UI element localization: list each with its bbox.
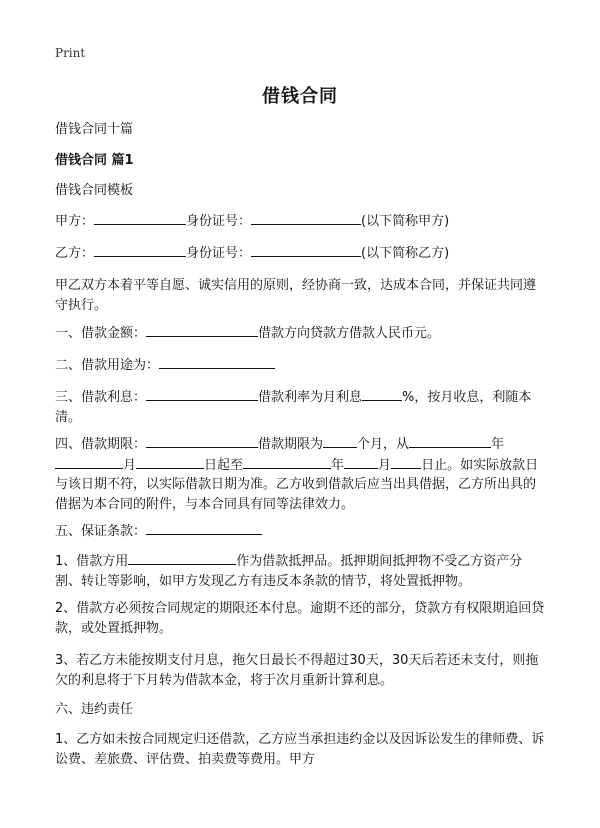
clause-6-heading: 六、违约责任 (55, 702, 134, 717)
loan-term-blank[interactable] (146, 434, 258, 448)
template-label: 借钱合同模板 (55, 183, 134, 198)
clause-4-month-2: 月 (378, 457, 392, 473)
clause-4 (55, 434, 547, 514)
clause-4-text-3: 如实际放款日与该日期不符，以实际借款日期为准。乙方收到借款后应当出具借据，乙方所出具的借据为本合同的附件，与本合同具有同等法律效力。 (55, 457, 539, 512)
loan-amount-blank[interactable] (146, 323, 258, 337)
months-blank[interactable] (323, 434, 357, 448)
start-month-blank[interactable] (55, 455, 123, 469)
start-day-blank[interactable] (136, 455, 204, 469)
party-a-id-label: 身份证号： (186, 214, 252, 229)
party-b-label: 乙方： (55, 246, 95, 261)
page-title: 借钱合同 (262, 86, 338, 107)
clause-4-day-end: 日止。 (421, 457, 461, 473)
guarantee-item-2: 2、借款方必须按合同规定的期限还本付息。逾期不还的部分，贷款方有权限期追回贷款，或处置抵押物。 (55, 601, 545, 636)
clause-1-label: 一、借款金额： (55, 326, 147, 341)
end-day-blank[interactable] (391, 455, 421, 469)
clause-5-label: 五、保证条款： (55, 524, 147, 539)
clause-4-text-2: 个月，从 (357, 437, 410, 452)
interest-blank[interactable] (146, 387, 258, 401)
clause-5 (55, 521, 547, 541)
print-link[interactable]: Print (55, 46, 86, 60)
guarantee-1-text-2: 作为借款抵押品。抵押期间抵押物不受乙方资产分割、转让等影响，如甲方发现乙方有违反本条款的情节，将处置抵押物。 (55, 554, 523, 589)
party-a-id-blank[interactable] (251, 211, 361, 225)
clause-3-text-1: 借款利率为月利息 (258, 390, 363, 405)
clause-4-year-1: 年 (491, 437, 505, 452)
clause-4-year-2: 年 (331, 457, 345, 473)
loan-purpose-blank[interactable] (159, 355, 275, 369)
guarantee-1-text-1: 1、借款方用 (55, 554, 129, 569)
intro-paragraph: 甲乙双方本着平等自愿、诚实信用的原则，经协商一致，达成本合同，并保证共同遵守执行。 (55, 278, 537, 313)
clause-3-text-2: %，按月收息，利随本清。 (55, 390, 532, 425)
party-a-name-blank[interactable] (94, 211, 186, 225)
clause-4-day-start: 日起至 (204, 457, 244, 473)
party-a-label: 甲方： (55, 214, 95, 229)
guarantee-item-1 (55, 551, 547, 591)
party-b-id-label: 身份证号： (186, 246, 252, 261)
end-year-blank[interactable] (243, 455, 331, 469)
interest-rate-blank[interactable] (362, 387, 402, 401)
clause-1 (55, 323, 547, 343)
party-b-suffix: (以下简称乙方) (361, 246, 450, 261)
collateral-blank[interactable] (128, 551, 236, 565)
party-a-line (55, 211, 547, 231)
clause-2 (55, 355, 547, 375)
clause-3 (55, 387, 547, 427)
guarantee-blank[interactable] (146, 521, 262, 535)
clause-4-month-1: 月 (123, 457, 137, 473)
end-month-blank[interactable] (344, 455, 378, 469)
start-year-blank[interactable] (409, 434, 491, 448)
breach-item-1: 1、乙方如未按合同规定归还借款，乙方应当承担违约金以及因诉讼发生的律师费、诉讼费、差旅费、评估费、拍卖费等费用。甲方 (55, 732, 545, 767)
clause-4-text-1: 借款期限为 (258, 437, 324, 452)
section-heading: 借钱合同 篇1 (55, 153, 134, 168)
party-b-line (55, 243, 547, 263)
party-b-name-blank[interactable] (94, 243, 186, 257)
clause-2-label: 二、借款用途为： (55, 358, 160, 373)
clause-4-label: 四、借款期限： (55, 437, 147, 452)
clause-1-text: 借款方向贷款方借款人民币元。 (258, 326, 441, 341)
clause-3-label: 三、借款利息： (55, 390, 147, 405)
subtitle: 借钱合同十篇 (55, 122, 134, 137)
guarantee-item-3: 3、若乙方未能按期支付月息，拖欠日最长不得超过30天，30天后若还未支付，则拖欠的利息将于下月转为借款本金，将于次月重新计算利息。 (55, 653, 539, 688)
party-b-id-blank[interactable] (251, 243, 361, 257)
party-a-suffix: (以下简称甲方) (361, 214, 450, 229)
